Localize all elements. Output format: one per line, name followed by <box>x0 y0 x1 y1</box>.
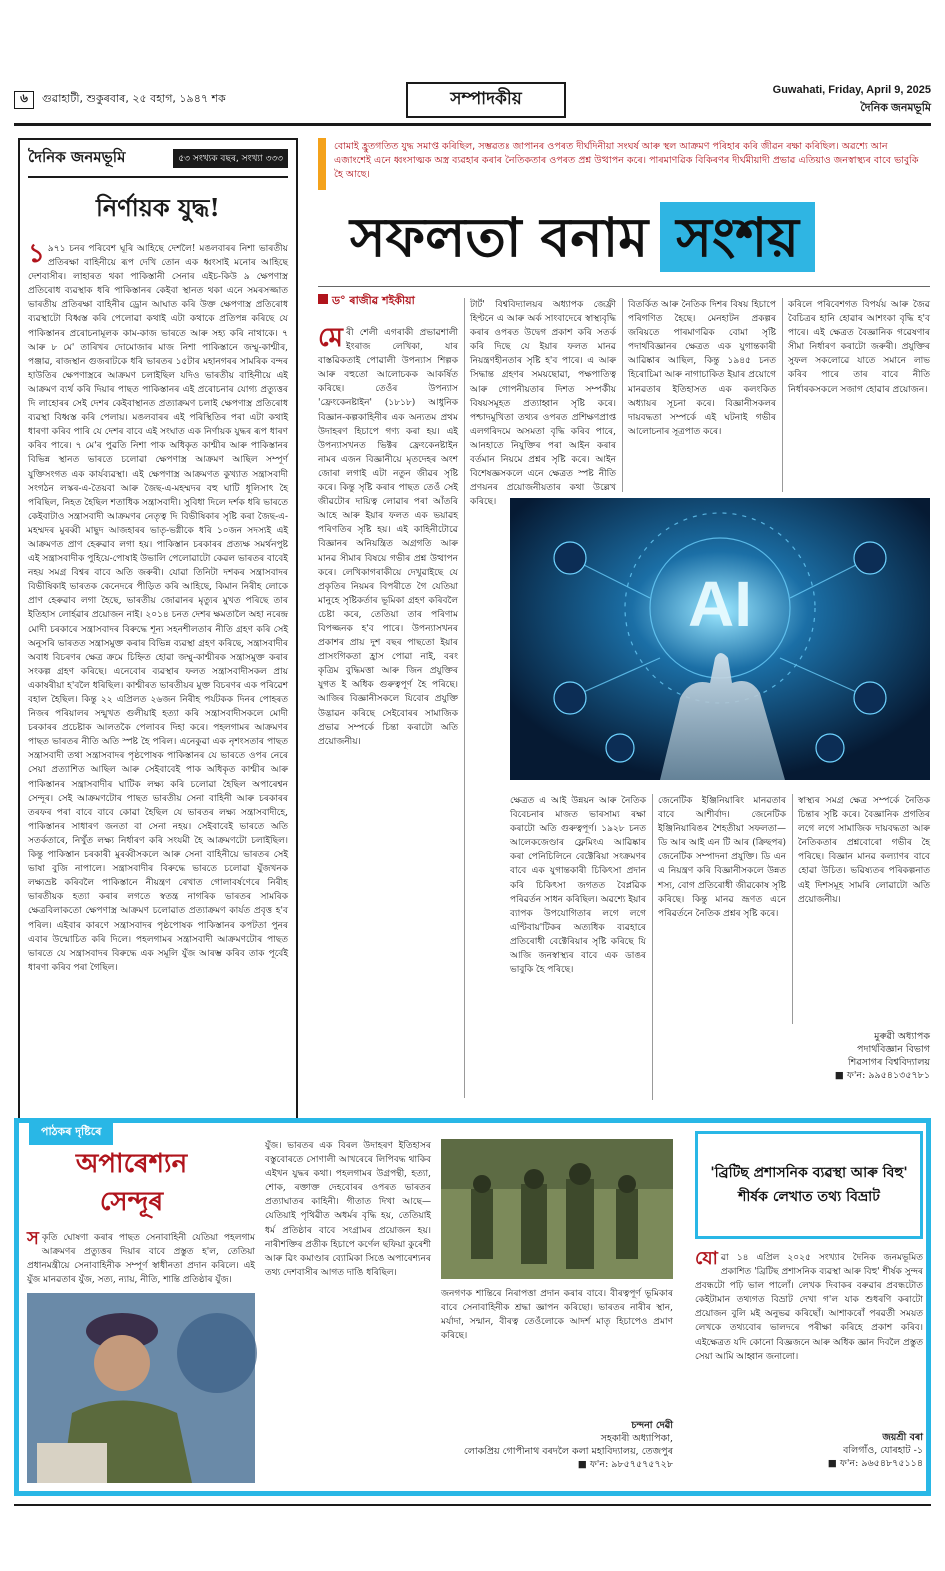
masthead <box>14 82 931 126</box>
masthead-date-english: Guwahati, Friday, April 9, 2025 <box>772 84 931 96</box>
writer-phone: ■ ফ'ন: ৯৮৫৭৫৭৫৭২৮ <box>577 1459 673 1470</box>
editorial-body-text-2: পহলগামৰ আক্ৰমণৰ পাছত ভাৰতৰ নীতি অতি স্পষ্ট হৈ পৰিল। এনেকুৱা এক নৃশংসতাৰ পাছত সন্ত্ৰাসবাদী তথা সন্ত্ৰাসবাদৰ পৃষ্ঠপোষক পাকিস্তানৰ যে ভাৰতে ওপৰ নেৰে সেয়া প্ৰত্যাশিত আছিল আৰু সেইবাবেই পাক অধিকৃত কাশ্মীৰ আৰু পাকিস্তানৰ সন্ত্ৰাসবাদীৰ ঘাটিক লক্ষ্য কৰি চলোৱা হৈছিল অপাৰেশ্বন সেন্দূৰ। সেই আক্ৰমণটোৰ পাছত ভাৰতীয় সেনা বাহিনী আৰু চৰকাৰৰ তৰফৰ পৰা বাবে বাবে কোৱা হৈছিল যে ভাৰতৰ লক্ষ্য সন্ত্ৰাসবাদীহে, পাকিস্তানৰ সাধাৰণ জনতা বা সেনা নহয়। সেইবাবেই ভাৰতে অতি সতৰ্কতাৰে, নিৰ্খুঁত লক্ষ্য নিৰ্ধাৰণ কৰি সংযমী হৈ আক্ৰমণটো চলাইছিল। কিন্তু পাকিস্তান চৰকাৰী মুৰব্বীসকলে আৰু সেনা বাহিনীয়ে ভাৰতৰ সেই ভাষা বুজি নাপালে। সন্ত্ৰাসবাদীৰ বিৰুদ্ধে ভাৰতে চলোৱা যুঁজখনক লক্ষ্যভ্ৰষ্ট কৰিবলৈ পাকিস্তানে নীয়ন্ত্ৰণ ৰেখাত গোলাবৰ্ষণেৰে নিৰীহ ভাৰতীয়ক হত্যা কৰাৰ লগতে স্বতন্ত্ৰ নাগৰিক ভাৰতৰ সামৰিক ক্ষেত্ৰবিলাকতো ক্ষেপণাস্ত্ৰ আক্ৰমণ চলোৱাত প্ৰত্যাক্ৰমণ কাৰ্যত প্ৰবৃত্ত হ'ব পৰিল। এইবাৰ কাৰণে সন্ত্ৰাসবাদৰ পৃষ্ঠপোষক পাকিস্তানৰ কপটতা পুনৰ এবাৰ উন্মোচিত কৰি দিলে। পহলগামৰ সন্ত্ৰাসবাদী আক্ৰমণটোৰ পাছত ভাৰতে যে সন্ত্ৰাসবাদৰ বিৰুদ্ধে এক সমূলি যুঁজ আৰম্ভ কৰিব তাক পূৰ্বেই ধাৰণা কৰিব পৰা গৈছিল। <box>28 723 288 973</box>
article-column-5: ক্ষেত্ৰত এ আই উন্নয়ন আৰু নৈতিক বিবেচনাৰ মাজত ভাৰসাম্য ৰক্ষা কৰাটো অতি গুৰুত্বপূৰ্ণ। ১৯২৮ চনত আলেকজেণ্ডাৰ ফ্লেমিংএ আৱিষ্কাৰ কৰা পেনিচিলিনে বেক্টেৰিয়া সংক্ৰমণৰ বাবে এক যুগান্তকাৰী চিকিৎসা প্ৰদান কৰি চিকিৎসা জগতত বৈপ্লৱিক পৰিৱৰ্তন সাধন কৰিছিল। অৱশ্যে ইয়াৰ ব্যাপক উপযোগিতাৰ লগে লগে এণ্টিবায়'টিকৰ অত্যধিক ব্যৱহাৰে প্ৰতিৰোধী বেক্টেৰিয়াৰ সৃষ্টি কৰিছে যি আজি জনস্বাস্থ্যৰ বাবে এক ডাঙৰ ভাবুকি হৈ পৰিছে। <box>510 796 646 976</box>
pull-quote: বোমাই হ্ৰুতগতিত যুদ্ধ সমাপ্ত কৰিছিল, সম্ভৱতঃ জাপানৰ ওপৰত দীৰ্ঘদিনীয়া সংঘৰ্ষ আৰু স্থল আক্ৰমণ পৰিহাৰ কৰি জীৱন ৰক্ষা কৰিছিল। অৱশ্যে আন এজাংশেই এনে ধ্বংসাত্মক অস্ত্ৰ ব্যৱহাৰ কৰাৰ নৈতিকতাৰ ওপৰত প্ৰশ্ন উত্থাপন কৰে। পাৰমাণৱিক বিকিৰণৰ দীৰ্ঘমীয়াদী প্ৰভাৱ এতিয়াও জনস্বাস্থ্যৰ বাবে ভাবুকি হৈ আছে। <box>318 138 930 190</box>
headline-rule <box>318 286 930 287</box>
article-column-6: জেনেটিক ইঞ্জিনিয়াৰিং মানৱতাৰ বাবে আশীৰ্বাদ। জেনেটিক ইঞ্জিনিয়াৰিঙৰ শৈহতীয়া সফলতা— ডি আৰ আই এন টি আৰ (ক্ৰিছপৰ) জেনেটিক সম্পাদনা প্ৰযুক্তি। ডি এন এ নিয়ন্ত্ৰণ কৰি বিজ্ঞানীসকলে উন্নত শস্য, বোগ প্ৰতিৰোধী জীৱকোষ সৃষ্টি কৰিছে। কিন্তু মানৱ ভ্ৰূণত এনে পৰিৱৰ্তনে নৈতিক প্ৰশ্নৰ সৃষ্টি কৰে। <box>658 796 786 919</box>
letter-body-text: ৱা ১৪ এপ্ৰিল ২০২৫ সংখ্যাৰ দৈনিক জনমভূমিত প্ৰকাশিত 'ব্ৰিটিছ প্ৰশাসনিক ব্যৱস্থা আৰু বিহু' শীৰ্ষক সুন্দৰ প্ৰবন্ধটো পঢ়ি ভাল পালোঁ। লেখক দিবাকৰ বৰুৱাৰ প্ৰবন্ধটোত কেইটামান তথ্যগত বিভ্ৰাট দেখা গ'ল যাক শুধৰণি কৰাটো প্ৰয়োজন বুলি মই অনুভৱ কৰিছোঁ। আশাকৰোঁ পৰৱৰ্তী সময়ত লেখকে তথ্যবোৰ ভালদৰে পৰীক্ষা কৰিহে প্ৰকাশ কৰিব। এইক্ষেত্ৰত যদি কোনো বিজ্ঞজনে আৰু অধিক জ্ঞান দিবলৈ প্ৰস্তুত সেয়া আমি আহ্বান জনালো। <box>695 1253 923 1362</box>
officer-photo <box>27 1293 255 1483</box>
article-column-3: বিতৰ্কিত আৰু নৈতিক দিশৰ বিষয় হিচাপে পৰিগণিত হৈছে। মেনহাটন প্ৰকল্পৰ জৰিয়তে পাৰমাণৱিক বোমা সৃষ্টি পদাৰ্থবিজ্ঞানৰ ক্ষেত্ৰত এক যুগান্তকাৰী আৱিষ্কাৰ আছিল, কিন্তু ১৯৪৫ চনত হিৰোচিমা আৰু নাগাচাকিত ইয়াৰ প্ৰয়োগে মানৱতাৰ ইতিহাসত এক কলংকিত অধ্যায়ৰ সূচনা কৰে। বিজ্ঞানীসকলৰ দায়বদ্ধতা সম্পৰ্কে এই ঘটনাই গভীৰ আলোচনাৰ সূত্ৰপাত কৰে। <box>628 300 776 437</box>
article-author-signature <box>798 1030 930 1082</box>
author-dept: পদাৰ্থবিজ্ঞান বিভাগ <box>857 1044 930 1055</box>
article-column-7: স্বাস্থ্যৰ সমগ্ৰ ক্ষেত্ৰ সম্পৰ্কে নৈতিক চিন্তাৰ সৃষ্টি কৰে। বৈজ্ঞানিক প্ৰগতিৰ লগে লগে সামাজিক দায়বদ্ধতা আৰু নৈতিকতাৰ প্ৰশ্নবোৰো গভীৰ হৈ পৰিছে। বিজ্ঞান মানৱ কল্যাণৰ বাবে হোৱা উচিত। ভৱিষ্যতৰ পৰিকল্পনাত এই দিশসমূহ সামৰি লোৱাটো অতি প্ৰয়োজনীয়। <box>798 796 930 905</box>
editorial-paper-name: দৈনিক জনমভূমি <box>28 148 126 166</box>
writer-role: সহকাৰী অধ্যাপিকা, <box>600 1433 673 1444</box>
author-institution: শিৱসাগৰ বিশ্ববিদ্যালয় <box>847 1057 930 1068</box>
editorial-dropcap: ১ <box>28 239 45 269</box>
page-number: ৬ <box>14 91 34 109</box>
article-column-1-text: ৰী শেলী এগৰাকী প্ৰভাৱশালী ইংৰাজ লেখিকা, যাৰ বাস্তৱিকতাই পোৱালী উপন্যাস শিল্পক আৰু বহুতো আলোচকক আকৰ্ষিত কৰিছে। তেওঁৰ উপন্যাস 'ফ্ৰেংকেনষ্টাইন' (১৮১৮) আধুনিক বিজ্ঞান-কল্পকাহিনীৰ এক অন্যতম প্ৰথম উদাহৰণ হিচাপে গণ্য কৰা হয়। এই উপন্যাসখনত ভিক্টৰ ফ্ৰেংকেনষ্টাইন নামৰ এজন বিজ্ঞানীয়ে মৃতদেহৰ অংশ জোৰা লগাই এটা নতুন জীৱৰ সৃষ্টি কৰে। কিন্তু সৃষ্টি কৰাৰ পাছত তেওঁ সেই জীৱটোৰ দায়িত্ব লোৱাৰ পৰা আঁতৰি আহে আৰু ইয়াৰ ফলত এক ভয়াৱহ পৰিণতিৰ সৃষ্টি হয়। এই কাহিনীটোৱে বিজ্ঞানৰ অনিয়ন্ত্ৰিত অগ্ৰগতি আৰু মানৱ সীমাৰ বিষয়ে গভীৰ প্ৰশ্ন উত্থাপন কৰে। লেখিকাগৰাকীয়ে দেখুৱাইছে যে প্ৰকৃতিৰ নিয়মৰ বিপৰীতে গৈ যেতিয়া মানুহে সৃষ্টিকৰ্তাৰ ভূমিকা গ্ৰহণ কৰিবলৈ চেষ্টা কৰে, তেতিয়া তাৰ পৰিণাম বিপজ্জনক হ'ব পাৰে। উপন্যাসখনৰ প্ৰকাশৰ প্ৰায় দুশ বছৰ পাছতো ইয়াৰ প্ৰাসংগিকতা হ্ৰাস পোৱা নাই, বৰং কৃত্ৰিম বুদ্ধিমত্তা আৰু জিন প্ৰযুক্তিৰ যুগত ই অধিক গুৰুত্বপূৰ্ণ হৈ পৰিছে। আজিৰ বিজ্ঞানীসকলে যিবোৰ প্ৰযুক্তি উদ্ভাৱন কৰিছে সেইবোৰৰ সামাজিক প্ৰভাৱ সম্পৰ্কে চিন্তা কৰাটো অতি প্ৰয়োজনীয়। <box>318 328 458 747</box>
letter-writer-address: বলিগাঁও, যোৰহাট -১ <box>843 1445 923 1456</box>
author-role: মুৰুৱী অধ্যাপক <box>874 1031 930 1042</box>
reader-dropcap: স <box>27 1228 39 1249</box>
column-divider <box>792 794 793 1024</box>
article-column-4: কৰিলে পৰিবেশগত বিপৰ্যয় আৰু জৈৱ বৈচিত্ৰৰ হানি হোৱাৰ আশংকা বৃদ্ধি হ'ব পাৰে। এই ক্ষেত্ৰত বৈজ্ঞানিক গৱেষণাৰ সীমা নিৰ্ধাৰণ কৰাটো জৰুৰী। প্ৰযুক্তিৰ সুফল সকলোৱে যাতে সমানে লাভ কৰিব পাৰে তাৰ বাবে নীতি নিৰ্ধাৰকসকলে সজাগ হোৱাৰ প্ৰয়োজন। <box>788 300 930 395</box>
column-divider <box>464 298 465 1098</box>
ai-hand-image <box>510 498 930 780</box>
writer-institution: লোকপ্ৰিয় গোপীনাথ বৰদলৈ কলা মহাবিদ্যালয়, তেজপুৰ <box>463 1446 673 1457</box>
svg-text:AI: AI <box>688 568 752 640</box>
editorial-body <box>28 239 288 975</box>
reader-column-1 <box>27 1228 255 1289</box>
section-title: সম্পাদকীয় <box>406 82 566 118</box>
article-byline: ড° ৰাজীৱ শইকীয়া <box>318 292 415 311</box>
editorial-body-text: ৯৭১ চনৰ পৰিবেশ ঘূৰি আহিছে দেশলৈ! মঙলবাৰৰ নিশা ভাৰতীয় প্ৰতিৰক্ষা বাহিনীয়ে ৰূপ দেখি তোন এক ধ্বংসাই মনোৰ আহিছে দেশবাসীৰ। লাহাৰত থকা পাকিস্তানী সেনাৰ এইচ-কিউ ৯ ক্ষেপণাস্ত্ৰ প্ৰতিৰোধ ব্যৱস্থাক ধৰি পাকিস্তানৰ কেইবা স্থানত থকা এনে সমৰসজ্জাত ভাৰতীয় প্ৰতিৰক্ষা বাহিনীৰ ড্ৰোন আঘাত কৰি উক্ত ক্ষেপণাস্ত্ৰ প্ৰতিৰোধ ব্যৱস্থাটো বিধ্বস্ত কৰি পেলোৱা কথাই এটা কথাকে প্ৰতিপন্ন কৰিছে যে পাকিস্তানৰ প্ৰৰোচনামূলক কাম-কাজ ভাৰতে আৰু সহ্য কৰি নাথাকে। ৭ আৰু ৮ মে' তাৰিখৰ দোমোজাৰ মাজ নিশা পাকিস্তানে জম্মু-কাশ্মীৰ, পঞ্জাৱ, ৰাজস্থান গুজৰাটকে ধৰি ভাৰতৰ ১৫টাৰ মহানগৰৰ সামৰিক বন্দৰ হাউতিৰ ক্ষেপণাস্ত্ৰৰে আক্ৰমণ চলাইছিল যদিও ভাৰতীয় বাহিনীয়ে এই আক্ৰমণ ব্যৰ্থ কৰি দিয়াৰ পাছত পাকিস্তানৰ এই প্ৰৰোচনাৰ যোগ্য প্ৰত্যুত্তৰ দি লাহোৰৰ সেই দেশৰ কেইবাস্থানত প্ৰত্যাক্ৰমণ চলাই ক্ষেপণাস্ত্ৰ প্ৰতিৰোধ ব্যৱস্থা বিধ্বস্ত কৰি পেলায়। মঙলবাৰৰ এই পৰিস্থিতিৰ পৰা এটা কথাই ধাৰণা কৰিব পাৰি যে দেশৰ বাবে এই সংঘাত এক নিৰ্ণায়ক যুদ্ধৰ ৰূপ ধাৰণ কৰিব পাৰে। ৭ মে'ৰ পুৱতি নিশা পাক অধিকৃত কাশ্মীৰ আৰু পাকিস্তানৰ বিভিন্ন স্থানত ভাৰতে চলোৱা ক্ষেপণাস্ত্ৰ আক্ৰমণ আছিল সম্পূৰ্ণ যুক্তিসংগত এক কাৰ্যব্যৱস্থা। এই ক্ষেপণাস্ত্ৰ আক্ৰমণত কুখ্যাত সন্ত্ৰাসবাদী সংগঠন লস্কৰ-এ-তৈয়বা আৰু জৈছ-এ-মহম্মদৰ বহু ঘাটি ধূলিসাৎ হৈ পৰিছিল, নিহত হৈছিল শতাধিক সন্ত্ৰাসবাদী। সুবিধা দিলে দৰ্শক ধৰি ভাৰতে কেইবাটাও সন্ত্ৰাসবাদী আক্ৰমণৰ নেতৃত্ব দি বিভীষিকাৰ সৃষ্টি কৰা জৈছ-এ-মহম্মদৰ মুৰব্বী মাছুদ আজহাৰৰ ভাতৃ-ভগ্নীকে ধৰি ১০জন সদস্যই এই আক্ৰমণত প্ৰাণ হেৰুৱাব লগা হয়। পাকিস্তান চৰকাৰৰ প্ৰত্যক্ষ সমৰ্থনপুষ্ট এই সন্ত্ৰাসবাদীক পুহিয়ে-পোষাই উভালি পেলোৱাটো কেৱল ভাৰতৰ বাবেই নহয় সমগ্ৰ বিশ্বৰ বাবে অতি জৰুৰী। যোৱা তিনিটা দশকৰ সন্ত্ৰাসবাদৰ বিভীষিকাই ভাৰতক কেনেদৰে পীড়িত কৰি আহিছে, কিমান নিৰীহ লোকে প্ৰাণ হেৰুৱাব লগা হৈছে, ভাৰতীয় জোৱানৰ মৃত্যুৰ মুখত পৰিছে তাৰ ইতিহাস লোৰ্হৱাৰ প্ৰয়োজন নাই। ২০১৪ চনত দেশৰ ক্ষমতালৈ অহা নৰেন্দ্ৰ মোদী চৰকাৰে সন্ত্ৰাসবাদৰ বিৰুদ্ধে শূন্য সহনশীলতাৰ নীতি গ্ৰহণ কৰি সেই অনুসৰি ভাৰতত সন্ত্ৰাসমুক্ত কৰাৰ বিভিন্ন ব্যৱস্থা গ্ৰহণ কৰিছে, সন্ত্ৰাসবাদীৰ অবাধ বিচৰণৰ ক্ষেত্ৰ ক্ৰমে চিহ্নিত হোৱা জম্মু-কাশ্মীৰক সন্ত্ৰাসমুক্ত কৰাৰ সংকল্প গ্ৰহণ কৰিছে। এনেবোৰ ব্যৱস্থাৰ ফলত সন্ত্ৰাসবাদীসকল প্ৰায় একাষৰীয়া হ'বলৈ ধৰিছিল। কাশ্মীৰত ভাৰতীয়ৰ মুক্ত বিচৰণৰ এক পৰিৱেশ বহাল হৈছিল। কিন্তু ২২ এপ্ৰিলত ২৬জন নিৰীহ পৰ্যটকক দিনৰ পোহৰত নিজৰ পৰিয়ালৰ সন্মুখত গুলীয়াই হত্যা কৰি সন্ত্ৰাসবাদীসকলে মোদী চৰকাৰৰ প্ৰচেষ্টাক আলতকৈ পেলাবৰ দিহা কৰে। <box>28 244 288 734</box>
article-dropcap: মে <box>318 323 343 353</box>
bottom-rule <box>14 1504 931 1506</box>
editorial-header <box>28 146 288 178</box>
editorial-title: নিৰ্ণায়ক যুদ্ধ! <box>96 193 220 222</box>
masthead-paper-name: দৈনিক জনমভূমি <box>860 102 931 114</box>
letter-dropcap: যো <box>695 1248 718 1269</box>
reader-column-2: যুঁজ। ভাৰতৰ এক বিৰল উদাহৰণ ইতিহাসৰ বস্তুবোৰতে সোণালী আখৰেৰে লিপিবদ্ধ থাকিব এইখন যুদ্ধৰ কথা। পহলগামৰ উগ্ৰপন্থী, হত্যা, শোক, ৰক্তাক্ত দেহবোৰৰ ওপৰত ভাৰতৰ প্ৰত্যাঘাতৰ কাহিনী। গীতাত দিখা আছে— যেতিয়াই পৃথিৱীত অধৰ্মৰ বৃদ্ধি হয়, তেতিয়াই ধৰ্ম প্ৰতিষ্ঠাৰ বাবে সংগ্ৰামৰ প্ৰয়োজন হয়। নাৰীশক্তিৰ প্ৰতীক হিচাপে কৰ্ণেল ছফিয়া কুৰেশী আৰু ৱিং কমাণ্ডাৰ ব্যোমিকা সিঙে অপাৰেশ্যনৰ তথ্য দেশবাসীৰ আগত দাঙি ধৰিছিল। <box>265 1141 431 1278</box>
author-phone: ■ ফ'ন: ৯৯৫৪১৩৫৭৮১ <box>834 1070 930 1081</box>
reader-section <box>14 1118 931 1496</box>
column-divider <box>622 298 623 492</box>
reader-column-3: জনগণক শান্তিৰে নিৰাপত্তা প্ৰদান কৰাৰ বাবে। বীৰত্বপূৰ্ণ ভূমিকাৰ বাবে সেনাবাহিনীক শ্ৰদ্ধা জ্ঞাপন কৰিছো। ভাৰতৰ নাৰীৰ স্থান, মৰ্যাদা, সন্মান, বীৰত্ব তেওঁলোকে আদৰ্শ মাতৃ হিচাপেও প্ৰমাণ কৰিছে। <box>441 1289 673 1342</box>
letter-writer-phone: ■ ফ'ন: ৯৬৫৪৮৭৫১১৪ <box>827 1458 923 1469</box>
reader-writer-signature <box>441 1419 673 1471</box>
headline-part-a: সফলতা বনাম <box>350 205 649 269</box>
op-title-line-1: অপাৰেশ্যন <box>75 1149 188 1179</box>
editorial-volume: ৫৩ সংখ্যক বছৰ, সংখ্যা ৩৩৩ <box>173 149 288 168</box>
letter-writer-name: জয়শ্ৰী বৰা <box>882 1432 923 1443</box>
column-divider <box>652 794 653 1100</box>
letter-title-box: 'ব্ৰিটিছ প্ৰশাসনিক ব্যৱস্থা আৰু বিহু' শীৰ্ষক লেখাত তথ্য বিভ্ৰাট <box>695 1131 923 1239</box>
op-title-line-2: সেন্দূৰ <box>99 1187 164 1217</box>
article-headline <box>350 202 815 272</box>
column-divider <box>782 298 783 492</box>
reader-section-tag: পাঠকৰ দৃষ্টিৰে <box>29 1120 113 1145</box>
letter-body <box>695 1248 923 1425</box>
writer-name: চন্দনা দেৱী <box>631 1420 673 1431</box>
masthead-right <box>773 84 931 118</box>
headline-part-b: সংশয় <box>660 202 815 272</box>
article-column-1 <box>318 323 458 1100</box>
letter-writer-signature <box>695 1431 923 1470</box>
masthead-left <box>14 90 226 109</box>
article-column-2: টাৰ্ট' বিশ্ববিদ্যালয়ৰ অধ্যাপক জেফ্ৰী হিণ্টনে এ আৰু অৰ্ক সাংবাদেৰে স্বাস্থ্যবৃদ্ধি কৰাৰ ওপৰত উদ্বেগ প্ৰকাশ কৰি সতৰ্ক কৰি দিছে যে ইয়াৰ ফলত মানৱ নিয়ন্ত্ৰণহীনতাৰ সৃষ্টি হ'ব পাৰে। এ আৰু সিদ্ধান্ত গ্ৰহণৰ সময়ছোৱা, পক্ষপাতিত্ব আৰু গোপনীয়তাৰ দিশত সম্পৰ্কীয় বিষয়সমূহত প্ৰত্যাহ্বান সৃষ্টি কৰে। পশ্চাদমুখিতা তথ্যৰ ওপৰত প্ৰশিক্ষণপ্ৰাপ্ত এলগৰিদমে অসমতা বৃদ্ধি কৰিব পাৰে, আনহাতে নিযুক্তিৰ পৰা আইন কৰাৰ বৰ্তমান নিয়মে প্ৰশ্নৰ সৃষ্টি কৰে। আইন বিশেষজ্ঞসকলে এনে ক্ষেত্ৰত স্পষ্ট নীতি প্ৰণয়নৰ প্ৰয়োজনীয়তাৰ কথা উল্লেখ কৰিছে। <box>470 300 616 508</box>
troops-photo <box>441 1139 673 1279</box>
operation-sindoor-title <box>39 1145 224 1221</box>
masthead-date-assamese: গুৱাহাটী, শুকুৰবাৰ, ২৫ বহাগ, ১৯৪৭ শক <box>42 92 226 105</box>
reader-column-1-text: কৃতি ঘোষণা কৰাৰ পাছত সেনাবাহিনী যেতিয়া পহলগাম আক্ৰমণৰ প্ৰত্যুত্তৰ দিয়াৰ বাবে প্ৰস্তুত হ'ল, তেতিয়া প্ৰধানমন্ত্ৰীয়ে সেনাবাহিনীক সম্পূৰ্ণ স্বাধীনতা প্ৰদান কৰিলে। এই যুঁজ মানৱতাৰ যুঁজ, সত্য, ন্যায়, নীতি, শান্তি প্ৰতিষ্ঠাৰ যুঁজ। <box>27 1233 255 1286</box>
